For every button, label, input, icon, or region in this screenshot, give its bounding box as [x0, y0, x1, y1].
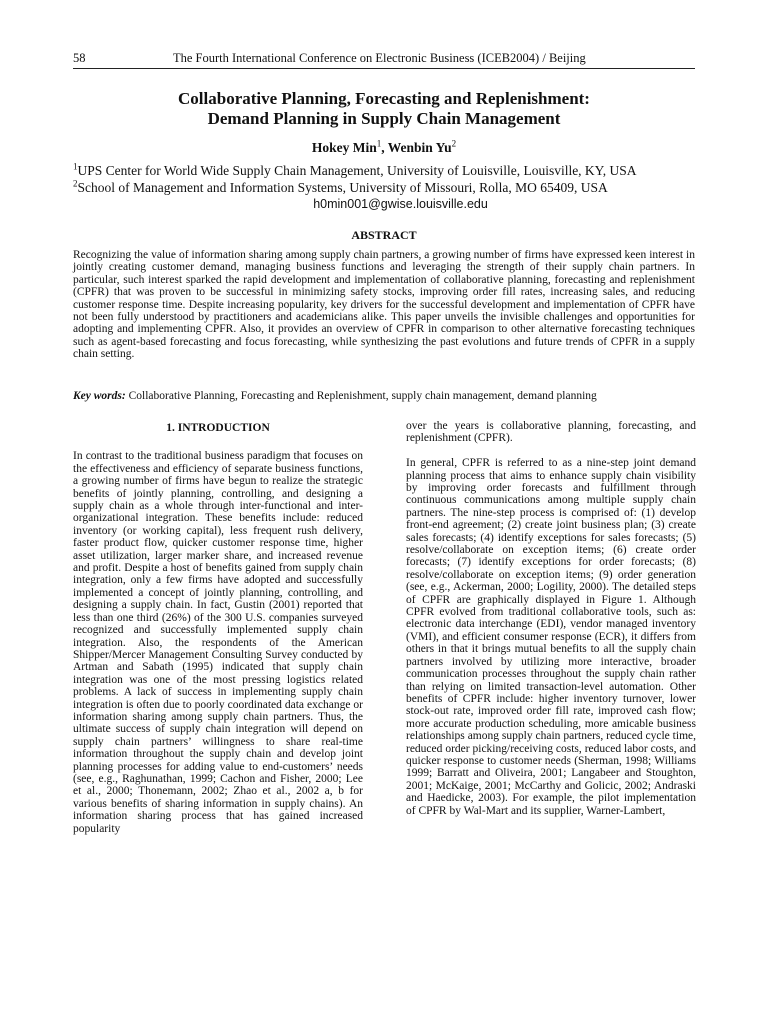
affiliation-2 [73, 179, 728, 196]
author-1-affil-mark: 1 [376, 138, 382, 149]
affiliation-1-mark: 1 [73, 161, 78, 172]
affiliation-1 [73, 162, 728, 179]
author-1: Hokey Min [311, 140, 377, 155]
body-column-right [406, 420, 696, 829]
abstract-text: Recognizing the value of information sharing among supply chain partners, a growing number of firms have expressed keen interest in jointly creating customer demand, managing business functions and leveraging the strength of their supply chain partners. In particular, such interest sparked the rapid development and implementation of collaborative planning, forecasting and replenishment (CPFR) that was proven to be successful in minimizing safety stocks, improving order fill rates, increasing sales, and reducing customer response time. Despite increasing popularity, key drivers for the successful development and implementation of CPFR have not been fully understood by practitioners and academicians alike. This paper unveils the invisible challenges and opportunities for adopting and implementing CPFR. Also, it provides an overview of CPFR in comparison to other alternative forecasting techniques such as agent-based forecasting and focus forecasting, while synthesizing the past evolutions and future trends of CPFR in a supply chain setting. [73, 249, 695, 361]
conference-name: The Fourth International Conference on Electronic Business (ICEB2004) / Beijing [173, 51, 586, 65]
keywords-colon: : [121, 390, 126, 402]
affiliations [73, 162, 728, 213]
body-column-left [73, 420, 363, 847]
keywords [73, 390, 695, 403]
page-number: 58 [73, 51, 86, 65]
author-2: Wenbin Yu [387, 140, 452, 155]
author-email: h0min001@gwise.louisville.edu [313, 197, 488, 211]
abstract-heading: ABSTRACT [351, 228, 417, 242]
body-paragraph: In contrast to the traditional business paradigm that focuses on the effectiveness and efficiency of separate business functions, a growing number of firms have begun to realize the strategic benefits of jointly planning, controlling, and designing a supply chain as a whole through inter-functional and inter-organizational integration. These benefits include: reduced inventory (or working capital), less frequent rush delivery, faster product flow, quicker customer response time, higher asset utilization, larger marker share, and increased revenue and profit. Despite a host of benefits gained from supply chain integration, only a few firms have adopted and successfully implemented a concept of jointly planning, controlling, and designing a supply chain. In fact, Gustin (2001) reported that less than one third (26%) of the 300 U.S. companies surveyed recognized and successfully implemented supply chain integration. Also, the respondents of the American Shipper/Mercer Management Consulting Survey conducted by Artman and Sabath (1995) indicated that supply chain integration was one of the most pressing logistics related problems. A lack of success in implementing supply chain integration is often due to poorly coordinated data exchange or information sharing among supply chain partners. Thus, the ultimate success of supply chain integration will depend on supply chain partners’ willingness to share real-time information throughout the supply chain and develop joint planning processes for adding value to end-customers’ needs (see, e.g., Raghunathan, 1999; Cachon and Fisher, 2000; Lee et al., 2000; Thonemann, 2002; Zhao et al., 2002 a, b for various benefits of sharing information in supply chains). An information sharing process that has gained increased popularity [73, 450, 363, 835]
keywords-label: Key words [73, 390, 122, 402]
affiliation-2-mark: 2 [73, 178, 78, 189]
author-2-affil-mark: 2 [451, 138, 457, 149]
author-list [0, 140, 768, 156]
author-separator: , [381, 140, 388, 155]
body-paragraph: over the years is collaborative planning, forecasting, and replenishment (CPFR). [406, 420, 696, 445]
title-line-2: Demand Planning in Supply Chain Management [207, 109, 561, 128]
affiliation-1-text: UPS Center for World Wide Supply Chain Management, University of Louisville, Louisville, KY, USA [77, 163, 637, 178]
running-header [73, 50, 695, 69]
body-paragraph: In general, CPFR is referred to as a nine-step joint demand planning process that aims to enhance supply chain visibility by improving order forecasts and fulfillment through continuous communications among multiple supply chain partners. The nine-step process is comprised of: (1) develop front-end agreement; (2) create joint business plan; (3) create sales forecasts; (4) identify exceptions for sales forecasts; (5) resolve/collaborate on exception items; (6) create order forecasts; (7) identify exceptions for order forecasts; (8) resolve/collaborate on exception items; (9) order generation (see, e.g., Ackerman, 2000; Logility, 2000). The detailed steps of CPFR are graphically displayed in Figure 1. Although CPFR evolved from traditional collaborative tools, such as: electronic data interchange (EDI), vendor managed inventory (VMI), and efficient consumer response (ECR), it differs from others in that it brings mutual benefits to all the supply chain partners involved by utilizing more interactive, broader communication processes throughout the supply chain rather than relying on limited transaction-level automation. Other benefits of CPFR include: higher inventory turnover, lower stock-out rate, improved order fill rate, improved cash flow; more accurate production scheduling, more amicable business relationships among supply chain partners, reduced cycle time, reduced order picking/receiving costs, reduced labor costs, and quicker response to customer needs (Sherman, 1998; Williams 1999; Barratt and Oliveira, 2001; Langabeer and Stoughton, 2001; McKaige, 2001; McCarthy and Golicic, 2002; Andraski and Haedicke, 2003). For example, the pilot implementation of CPFR by Wal-Mart and its supplier, Warner-Lambert, [406, 457, 696, 817]
keywords-text: Collaborative Planning, Forecasting and Replenishment, supply chain management, demand planning [125, 390, 597, 402]
affiliation-2-text: School of Management and Information Systems, University of Missouri, Rolla, MO 65409, USA [77, 180, 608, 195]
section-heading-introduction: 1. INTRODUCTION [166, 422, 270, 434]
paper-title [0, 89, 768, 129]
title-line-1: Collaborative Planning, Forecasting and Replenishment: [178, 89, 590, 108]
